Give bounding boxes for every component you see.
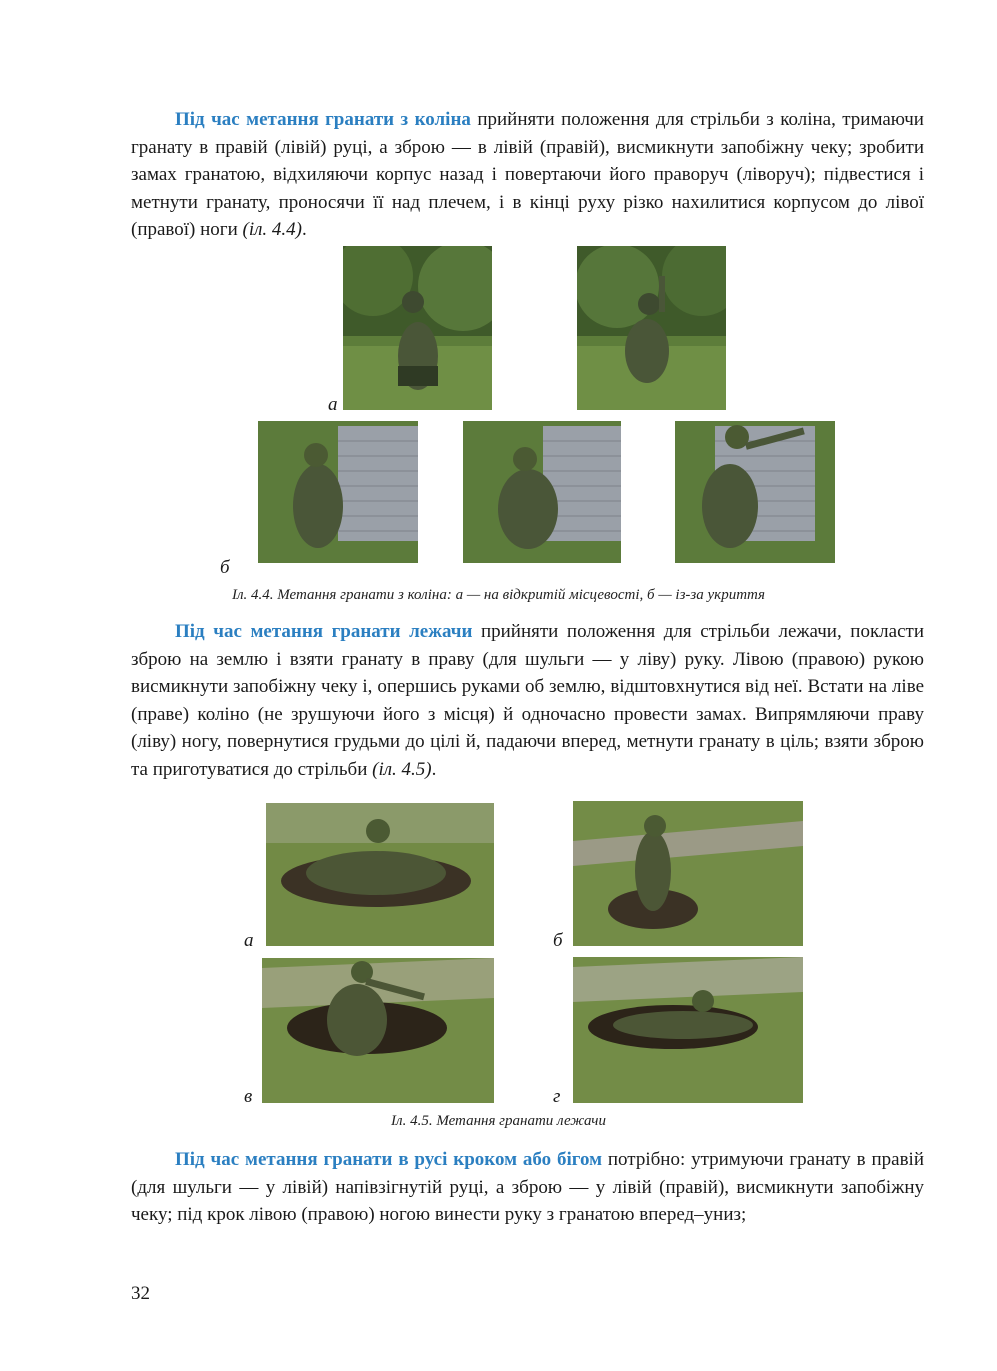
- paragraph-text: прийняти положення для стрільби з коліна, тримаючи гранату в правій (лівій) руці, а зброю — в лівій (правій), висмикнути запобіжну чеку; зробити замах гранатою, відхиляючи корпус назад і повертаючи його праворуч (ліворуч); підвестися і метнути гранату, проносячи її над плечем, і в кінці руху різко нахилитися корпусом до лівої (правої) ноги: [131, 109, 924, 240]
- figure-label-g: г: [553, 1086, 561, 1107]
- paragraph-lead: Під час метання гранати в русі кроком або бігом: [175, 1149, 603, 1170]
- photo-kneel-cover-2: [463, 421, 621, 563]
- photo-prone-2: [573, 801, 803, 946]
- photo-prone-1: [266, 803, 494, 946]
- figure-reference: (іл. 4.5): [372, 758, 432, 780]
- photo-prone-3: [262, 958, 494, 1103]
- paragraph-kneeling: Під час метання гранати з коліна прийняти положення для стрільби з коліна, тримаючи гранату в правій (лівій) руці, а зброю — в лівій (правій), висмикнути запобіжну чеку; зробити замах гранатою, відхиляючи корпус назад і повертаючи його праворуч (ліворуч); підвестися і метнути гранату, проносячи її над плечем, і в кінці руху різко нахилитися корпусом до лівої (правої) ноги (іл. 4.4).: [131, 109, 924, 240]
- figure-reference: (іл. 4.4): [242, 219, 302, 240]
- figure-caption: Іл. 4.4. Метання гранати з коліна: а — на відкритій місцевості, б — із-за укриття: [231, 587, 766, 603]
- photo-prone-4: [573, 957, 803, 1103]
- figure-label-a: а: [244, 930, 254, 951]
- paragraph-moving: [131, 1146, 924, 1229]
- page-number: 32: [131, 1283, 150, 1304]
- paragraph-prone: Під час метання гранати лежачи прийняти положення для стрільби лежачи, покласти зброю на землю і взяти гранату в праву (для шульги — у ліву) руку. Лівою (правою) рукою висмикнути запобіжну чеку і, опершись руками об землю, відштовхнутися від неї. Встати на ліве (праве) коліно (не зрушуючи його з місця) й одночасно провести замах. Випрямляючи праву (ліву) ногу, повернутися грудьми до цілі й, падаючи вперед, метнути гранату в ціль; взяти зброю та приготуватися до стрільби (іл. 4.5).: [131, 621, 924, 780]
- paragraph-lead: Під час метання гранати лежачи: [175, 621, 473, 642]
- figure-label-b: б: [553, 930, 563, 951]
- paragraph-lead: Під час метання гранати з коліна: [175, 109, 471, 130]
- photo-kneel-cover-3: [675, 421, 835, 563]
- figure-label-v: в: [244, 1086, 253, 1107]
- photo-kneel-open-1: [343, 246, 492, 410]
- photo-kneel-cover-1: [258, 421, 418, 563]
- figure-caption: Іл. 4.5. Метання гранати лежачи: [391, 1113, 606, 1129]
- paragraph-text: потрібно: утримуючи гранату в правій (для шульги — у лівій) напівзігнутій руці, а зброю — у лівій (правій), висмикнути запобіжну чеку; під крок лівою (правою) ногою винести руку з гранатою вперед–униз;: [131, 1149, 924, 1225]
- photo-kneel-open-2: [577, 246, 726, 410]
- paragraph-text: прийняти положення для стрільби лежачи, покласти зброю на землю і взяти гранату в праву (для шульги — у ліву) руку. Лівою (правою) рукою висмикнути запобіжну чеку і, опершись руками об землю, відштовхнутися від неї. Встати на ліве (праве) коліно (не зрушуючи його з місця) й одночасно провести замах. Випрямляючи праву (ліву) ногу, повернутися грудьми до цілі й, падаючи вперед, метнути гранату в ціль; взяти зброю та приготуватися до стрільби: [131, 621, 924, 780]
- figure-label-b: б: [220, 557, 230, 578]
- figure-label-a: а: [328, 394, 338, 415]
